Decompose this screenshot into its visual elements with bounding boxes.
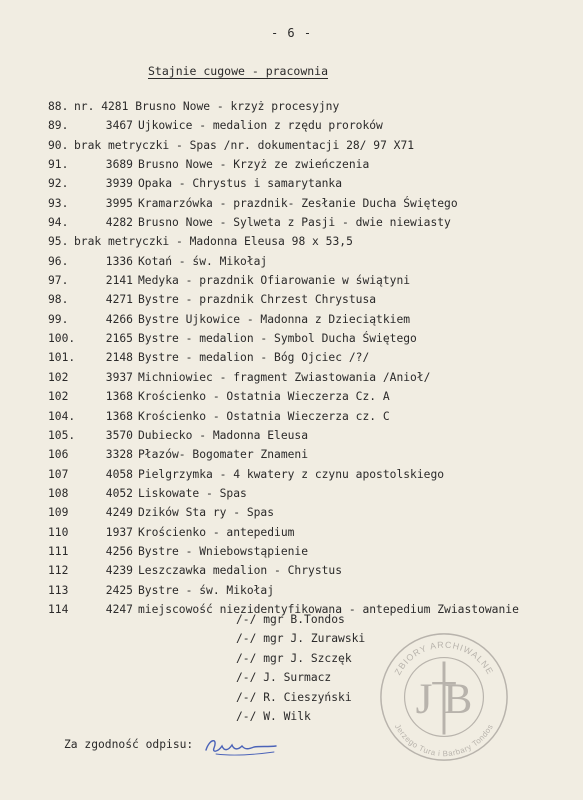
item-number: 104. <box>48 409 76 423</box>
item-description: Brusno Nowe - krzyż procesyjny <box>135 100 340 113</box>
item-description: Liskowate - Spas <box>138 486 247 500</box>
list-item <box>0 213 583 232</box>
list-item <box>0 232 583 251</box>
item-number: 112 <box>48 564 69 578</box>
signatory-line: /-/ mgr J. Szczęk <box>236 651 352 665</box>
item-number: 88. <box>48 100 69 113</box>
item-description: - Madonna Eleusa 98 x 53,5 <box>176 235 353 249</box>
item-number: 102 <box>48 370 69 384</box>
item-description: Bystre - medalion - Symbol Ducha Świętego <box>138 332 417 346</box>
inventory-number: 4052 <box>105 486 133 500</box>
item-number: 96. <box>48 254 69 268</box>
item-description: Michniowiec - fragment Zwiastowania /Anioł/ <box>138 370 431 384</box>
list-item <box>0 329 583 348</box>
item-description: Brusno Nowe - Krzyż ze zwieńczenia <box>138 158 370 172</box>
list-item <box>0 581 583 600</box>
list-item <box>0 174 583 193</box>
list-item <box>0 136 583 155</box>
item-description: Bystre - medalion - Bóg Ojciec /?/ <box>138 351 370 365</box>
signatory-line: /-/ mgr J. Zurawski <box>236 632 366 646</box>
inventory-number: 1937 <box>105 525 133 539</box>
inventory-number: 2425 <box>105 583 133 597</box>
inventory-list <box>0 97 583 619</box>
item-description: Krościenko - Ostatnia Wieczerza cz. C <box>138 409 390 423</box>
item-description: Leszczawka medalion - Chrystus <box>138 564 343 578</box>
inventory-number: 2148 <box>105 351 133 365</box>
item-number: 102 <box>48 390 69 404</box>
item-description: Pielgrzymka - 4 kwatery z czynu apostolskiego <box>138 467 445 481</box>
inventory-number: 3689 <box>105 158 133 172</box>
inventory-number: 3570 <box>105 428 133 442</box>
inventory-number: 3467 <box>105 119 133 133</box>
item-number: 114 <box>48 602 69 616</box>
item-description: Ujkowice - medalion z rzędu proroków <box>138 119 383 133</box>
inventory-number: 1336 <box>105 254 133 268</box>
list-item <box>0 194 583 213</box>
item-number: 89. <box>48 119 69 133</box>
item-description: Bystre - Wniebowstąpienie <box>138 544 309 558</box>
inventory-number: 3328 <box>105 448 133 462</box>
item-description: miejscowość niezidentyfikowana - antepedium Zwiastowanie <box>138 602 519 616</box>
list-item <box>0 368 583 387</box>
list-item <box>0 348 583 367</box>
list-item <box>0 310 583 329</box>
item-number: 113 <box>48 583 69 597</box>
item-description: Bystre - św. Mikołaj <box>138 583 275 597</box>
item-description: Krościenko - Ostatnia Wieczerza Cz. A <box>138 390 390 404</box>
item-number: 97. <box>48 274 69 288</box>
inventory-number: 4239 <box>105 564 133 578</box>
list-item <box>0 387 583 406</box>
item-description: Brusno Nowe - Sylweta z Pasji - dwie niewiasty <box>138 216 451 230</box>
item-number: 111 <box>48 544 69 558</box>
item-number: 109 <box>48 506 69 520</box>
inventory-number: 4282 <box>105 216 133 230</box>
list-item <box>0 523 583 542</box>
item-description: Kotań - św. Mikołaj <box>138 254 268 268</box>
inventory-number: 2165 <box>105 332 133 346</box>
item-number: 98. <box>48 293 69 307</box>
inventory-number: 4247 <box>105 602 133 616</box>
inventory-number: 2141 <box>105 274 133 288</box>
signatory-line: /-/ J. Surmacz <box>236 671 332 685</box>
list-item <box>0 271 583 290</box>
inventory-number: 4249 <box>105 506 133 520</box>
inventory-number: nr. 4281 <box>74 100 129 113</box>
signatory-line: /-/ mgr B.Tondos <box>236 613 345 626</box>
item-description: Krościenko - antepedium <box>138 525 295 539</box>
inventory-number: 3939 <box>105 177 133 191</box>
list-item <box>0 290 583 309</box>
handwritten-signature <box>202 734 282 760</box>
list-item <box>0 542 583 561</box>
item-number: 90. <box>48 138 69 152</box>
item-number: 95. <box>48 235 69 249</box>
item-description: Medyka - prazdnik Ofiarowanie w świątyni <box>138 274 411 288</box>
item-number: 105. <box>48 428 76 442</box>
archive-stamp <box>375 628 513 766</box>
inventory-number: 4271 <box>105 293 133 307</box>
item-description: Bystre Ujkowice - Madonna z Dzieciątkiem <box>138 312 411 326</box>
item-number: 93. <box>48 196 69 210</box>
item-number: 92. <box>48 177 69 191</box>
item-description: Dubiecko - Madonna Eleusa <box>138 428 309 442</box>
inventory-number: 4058 <box>105 467 133 481</box>
list-item <box>0 97 583 116</box>
item-number: 94. <box>48 216 69 230</box>
signatories-list <box>236 610 365 726</box>
item-number: 110 <box>48 525 69 539</box>
item-number: 100. <box>48 332 76 346</box>
inventory-number: 4256 <box>105 544 133 558</box>
inventory-number: 1368 <box>105 390 133 404</box>
inventory-number: 1368 <box>105 409 133 423</box>
stamp-top-text: ZBIORY ARCHIWALNE <box>392 639 496 677</box>
stamp-bottom-text: Jerzego Tura i Barbary Tondos <box>392 722 496 759</box>
item-description: Bystre - prazdnik Chrzest Chrystusa <box>138 293 377 307</box>
item-number: 106 <box>48 448 69 462</box>
item-number: 91. <box>48 158 69 172</box>
item-number: 108 <box>48 486 69 500</box>
inventory-number: 3995 <box>105 196 133 210</box>
list-item <box>0 445 583 464</box>
item-number: 99. <box>48 312 69 326</box>
inventory-number: 4266 <box>105 312 133 326</box>
list-item <box>0 484 583 503</box>
list-item <box>0 252 583 271</box>
inventory-number: brak metryczki <box>74 235 170 249</box>
section-heading: Stajnie cugowe - pracownia <box>148 64 329 78</box>
certification-label: Za zgodność odpisu: <box>64 738 194 751</box>
item-description: Kramarzówka - prazdnik- Zesłanie Ducha Świętego <box>138 196 458 210</box>
item-number: 101. <box>48 351 76 365</box>
inventory-number: 3937 <box>105 370 133 384</box>
list-item <box>0 503 583 522</box>
item-number: 107 <box>48 467 69 481</box>
item-description: Opaka - Chrystus i samarytanka <box>138 177 343 191</box>
stamp-monogram: J B <box>415 674 473 723</box>
list-item <box>0 155 583 174</box>
inventory-number: brak metryczki <box>74 138 170 152</box>
page-number: - 6 - <box>270 26 313 40</box>
item-description: Dzików Sta ry - Spas <box>138 506 275 520</box>
list-item <box>0 116 583 135</box>
item-description: - Spas /nr. dokumentacji 28/ 97 X71 <box>176 138 415 152</box>
list-item <box>0 407 583 426</box>
item-description: Płazów- Bogomater Znameni <box>138 448 309 462</box>
list-item <box>0 426 583 445</box>
list-item <box>0 561 583 580</box>
signatory-line: /-/ W. Wilk <box>236 709 311 723</box>
list-item <box>0 465 583 484</box>
signatory-line: /-/ R. Cieszyński <box>236 690 352 704</box>
